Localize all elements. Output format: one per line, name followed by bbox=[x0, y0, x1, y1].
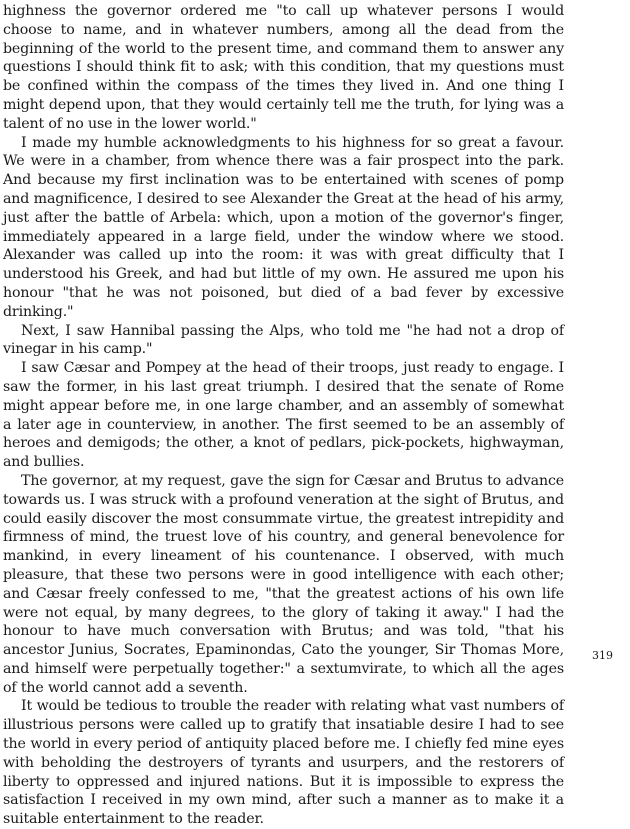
paragraph-3: Next, I saw Hannibal passing the Alps, who told me "he had not a drop of vinegar in his camp." bbox=[3, 322, 564, 358]
page-number: 319 bbox=[592, 649, 613, 662]
paragraph-5: The governor, at my request, gave the sign for Cæsar and Brutus to advance towards us. I was struck with a profound veneration at the sight of Brutus, and could easily discover the most consummate virtue, the greatest intrepidity and firmness of mind, the truest love of his country, and general benevolence for mankind, in every lineament of his countenance. I observed, with much pleasure, that these two persons were in good intelligence with each other; and Cæsar freely confessed to me, "that the greatest actions of his own life were not equal, by many degrees, to the glory of taking it away." I had the honour to have much conversation with Brutus; and was told, "that his ancestor Junius, Socrates, Epaminondas, Cato the younger, Sir Thomas More, and himself were perpetually together:" a sextumvirate, to which all the ages of the world cannot add a seventh. bbox=[3, 472, 564, 696]
paragraph-6: It would be tedious to trouble the reader with relating what vast numbers of illustrious persons were called up to gratify that insatiable desire I had to see the world in every period of antiquity placed before me. I chiefly fed mine eyes with beholding the destroyers of tyrants and usurpers, and the restorers of liberty to oppressed and injured nations. But it is impossible to express the satisfaction I received in my own mind, after such a manner as to make it a suitable entertainment to the reader. bbox=[3, 698, 564, 828]
paragraph-4: I saw Cæsar and Pompey at the head of their troops, just ready to engage. I saw the former, in his last great triumph. I desired that the senate of Rome might appear before me, in one large chamber, and an assembly of somewhat a later age in counterview, in another. The first seemed to be an assembly of heroes and demigods; the other, a knot of pedlars, pick-pockets, highwayman, and bullies. bbox=[3, 360, 564, 471]
paragraph-2: I made my humble acknowledgments to his highness for so great a favour. We were in a chamber, from whence there was a fair prospect into the park. And because my first inclination was to be entertained with scenes of pomp and magnificence, I desired to see Alexander the Great at the head of his army, just after the battle of Arbela: which, upon a motion of the governor's finger, immediately appeared in a large field, under the window where we stood. Alexander was called up into the room: it was with great difficulty that I understood his Greek, and had but little of my own. He assured me upon his honour "that he was not poisoned, but died of a bad fever by excessive drinking." bbox=[3, 134, 564, 320]
paragraph-1: highness the governor ordered me "to call up whatever persons I would choose to name, and in whatever numbers, among all the dead from the beginning of the world to the present time, and command them to answer any questions I should think fit to ask; with this condition, that my questions must be confined within the compass of the times they lived in. And one thing I might depend upon, that they would certainly tell me the truth, for lying was a talent of no use in the lower world." bbox=[3, 3, 564, 132]
body-text bbox=[3, 2, 564, 829]
